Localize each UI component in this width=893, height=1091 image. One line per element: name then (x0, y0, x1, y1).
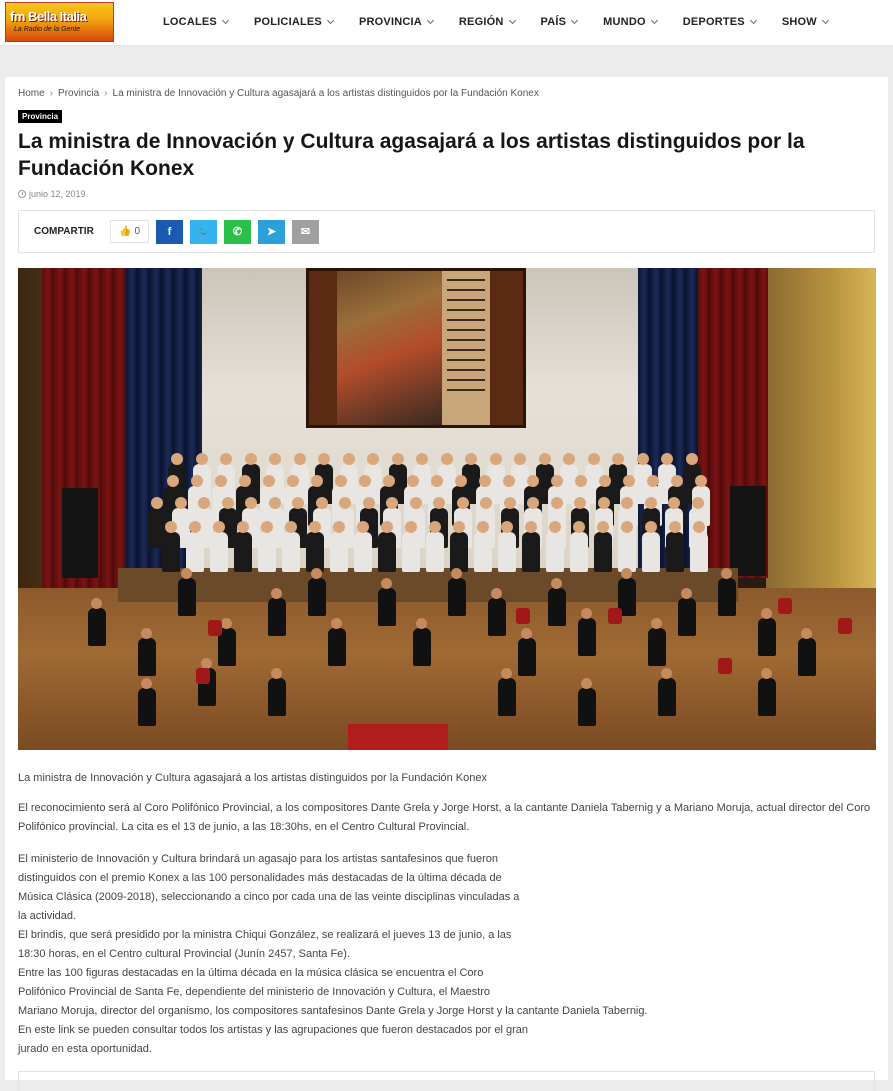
orchestra-musician-head (181, 568, 192, 579)
nav-item-region[interactable] (459, 16, 515, 28)
orchestra-musician (678, 598, 696, 636)
body-line: distinguidos con el premio Konex a las 100 personalidades más destacadas de la última década de (18, 872, 502, 884)
share-label: COMPARTIR (34, 226, 94, 237)
share-email-button[interactable] (292, 220, 319, 244)
date-text: junio 12, 2019 (29, 189, 86, 199)
orchestra-musician-head (581, 678, 592, 689)
orchestra-musician (658, 678, 676, 716)
nav-label: MUNDO (603, 16, 646, 28)
orchestra-musician-head (681, 588, 692, 599)
nav-label: LOCALES (163, 16, 217, 28)
orchestra-musician (138, 688, 156, 726)
orchestra-musician-head (521, 628, 532, 639)
chevron-down-icon (222, 17, 229, 24)
chevron-down-icon (651, 17, 658, 24)
body-line: jurado en esta oportunidad. (18, 1043, 152, 1055)
orchestra-musician (328, 628, 346, 666)
share-telegram-button[interactable] (258, 220, 285, 244)
body-line: Polifónico Provincial de Santa Fe, dependiente del ministerio de Innovación y Cultura, el Maestro (18, 986, 491, 998)
orchestra-musician-head (801, 628, 812, 639)
featured-image (18, 268, 876, 750)
chevron-down-icon (327, 17, 334, 24)
orchestra-musician-head (491, 588, 502, 599)
nav-item-show[interactable] (782, 16, 828, 28)
share-facebook-button[interactable] (156, 220, 183, 244)
orchestra-musician-head (451, 568, 462, 579)
red-chair (516, 608, 530, 624)
article-intro: La ministra de Innovación y Cultura agasajará a los artistas distinguidos por la Fundación Konex (18, 772, 487, 784)
orchestra-musician (413, 628, 431, 666)
orchestra-musician (518, 638, 536, 676)
breadcrumb-home[interactable]: Home (18, 88, 45, 99)
orchestra-musician (498, 678, 516, 716)
orchestra-musician-head (91, 598, 102, 609)
chevron-down-icon (508, 17, 515, 24)
nav-label: DEPORTES (682, 16, 745, 28)
chevron-down-icon (427, 17, 434, 24)
telegram-icon: ➤ (266, 226, 277, 238)
chevron-down-icon (822, 17, 829, 24)
nav-label: PROVINCIA (358, 16, 422, 28)
orchestra-musician-head (761, 668, 772, 679)
orchestra-musician (798, 638, 816, 676)
share-twitter-button[interactable] (190, 220, 217, 244)
share-whatsapp-button[interactable] (224, 220, 251, 244)
nav-item-deportes[interactable] (683, 16, 756, 28)
site-header (0, 0, 893, 46)
envelope-icon: ✉ (300, 226, 311, 238)
orchestra-musician (548, 588, 566, 626)
twitter-icon: 🐦 (196, 226, 211, 238)
breadcrumb-separator-icon: › (49, 88, 54, 99)
orchestra-musician-head (141, 678, 152, 689)
orchestra-musician-head (761, 608, 772, 619)
body-line: El brindis, que será presidido por la ministra Chiqui González, se realizará el jueves 13 de junio, a las (18, 929, 512, 941)
body-line: 18:30 horas, en el Centro cultural Provincial (Junín 2457, Santa Fe). (18, 948, 351, 960)
body-line: Mariano Moruja, director del organismo, los compositores santafesinos Dante Grela y Jorge Horst y la cantante Daniela Tabernig. (18, 1005, 648, 1017)
orchestra-musician-head (311, 568, 322, 579)
orchestra-musician (138, 638, 156, 676)
logo-tagline: La Radio de la Gente (14, 26, 81, 33)
orchestra-musician (88, 608, 106, 646)
nav-item-policiales[interactable] (254, 16, 333, 28)
body-line: la actividad. (18, 910, 77, 922)
share-bar (18, 210, 875, 253)
body-line: Entre las 100 figuras destacadas en la última década en la música clásica se encuentra el Coro (18, 967, 484, 979)
breadcrumb-current: La ministra de Innovación y Cultura agasajará a los artistas distinguidos por la Fundación Konex (112, 88, 539, 99)
red-chair (208, 620, 222, 636)
image-stage-box (348, 724, 448, 750)
orchestra-musician (448, 578, 466, 616)
orchestra-musician (578, 618, 596, 656)
nav-item-pais[interactable] (541, 16, 578, 28)
orchestra-musician (718, 578, 736, 616)
red-chair (718, 658, 732, 674)
nav-label: POLICIALES (253, 16, 322, 28)
related-box (18, 1071, 875, 1091)
nav-item-provincia[interactable] (359, 16, 433, 28)
chevron-down-icon (750, 17, 757, 24)
logo-name: fm Bella Italia (10, 9, 87, 24)
nav-item-locales[interactable] (163, 16, 228, 28)
breadcrumb-section[interactable]: Provincia (58, 88, 100, 99)
article-date (18, 189, 86, 199)
whatsapp-icon: ✆ (232, 226, 243, 238)
breadcrumb (18, 88, 539, 99)
orchestra-musician (758, 678, 776, 716)
orchestra-musician-head (661, 668, 672, 679)
orchestra-musician-head (331, 618, 342, 629)
orchestra-musician-head (551, 578, 562, 589)
article-lead: El reconocimiento será al Coro Polifónico Provincial, a los compositores Dante Grela y Jorge Horst, a la cantante Daniela Tabernig y a Mariano Moruja, actual director del Coro Polifónico provincial. La cita es el 13 de junio, a las 18:30hs, en el Centro Cultural Provincial. (18, 802, 871, 833)
red-chair (608, 608, 622, 624)
like-button[interactable] (110, 220, 149, 243)
like-count: 0 (134, 226, 140, 237)
orchestra-musician-head (271, 668, 282, 679)
orchestra-musician (308, 578, 326, 616)
nav-label: SHOW (781, 16, 817, 28)
orchestra-musician-head (621, 568, 632, 579)
red-chair (778, 598, 792, 614)
main-nav (150, 0, 854, 44)
orchestra-musician-head (221, 618, 232, 629)
orchestra-musician-head (271, 588, 282, 599)
orchestra-musician (758, 618, 776, 656)
site-logo[interactable] (5, 2, 114, 42)
body-line: En este link se pueden consultar todos los artistas y las agrupaciones que fueron destacados por el gran (18, 1024, 528, 1036)
article-body (18, 850, 678, 1059)
red-chair (196, 668, 210, 684)
orchestra-musician (648, 628, 666, 666)
orchestra-musician (578, 688, 596, 726)
nav-label: PAÍS (540, 16, 567, 28)
chevron-down-icon (571, 17, 578, 24)
thumbs-up-icon: 👍 (118, 226, 132, 237)
orchestra-musician (268, 598, 286, 636)
orchestra-musician (268, 678, 286, 716)
category-badge[interactable]: Provincia (18, 110, 62, 123)
orchestra-musician-head (651, 618, 662, 629)
body-line: Música Clásica (2009-2018), seleccionando a cinco por cada una de las veinte disciplinas vinculadas a (18, 891, 520, 903)
orchestra-musician-head (141, 628, 152, 639)
article-title: La ministra de Innovación y Cultura agasajará a los artistas distinguidos por la Fundación Konex (18, 130, 805, 180)
orchestra-musician-head (501, 668, 512, 679)
red-chair (838, 618, 852, 634)
orchestra-musician-head (381, 578, 392, 589)
orchestra-musician (178, 578, 196, 616)
facebook-icon: f (167, 225, 172, 238)
breadcrumb-separator-icon: › (104, 88, 108, 99)
body-line: El ministerio de Innovación y Cultura brindará un agasajo para los artistas santafesinos que fueron (18, 853, 498, 865)
orchestra-musician-head (416, 618, 427, 629)
article-container (5, 77, 888, 1080)
clock-icon (18, 190, 26, 198)
orchestra-musician (488, 598, 506, 636)
nav-label: REGIÓN (458, 16, 504, 28)
orchestra-musician-head (721, 568, 732, 579)
nav-item-mundo[interactable] (603, 16, 657, 28)
orchestra-musician-head (581, 608, 592, 619)
image-orchestra (18, 268, 876, 750)
orchestra-musician (378, 588, 396, 626)
